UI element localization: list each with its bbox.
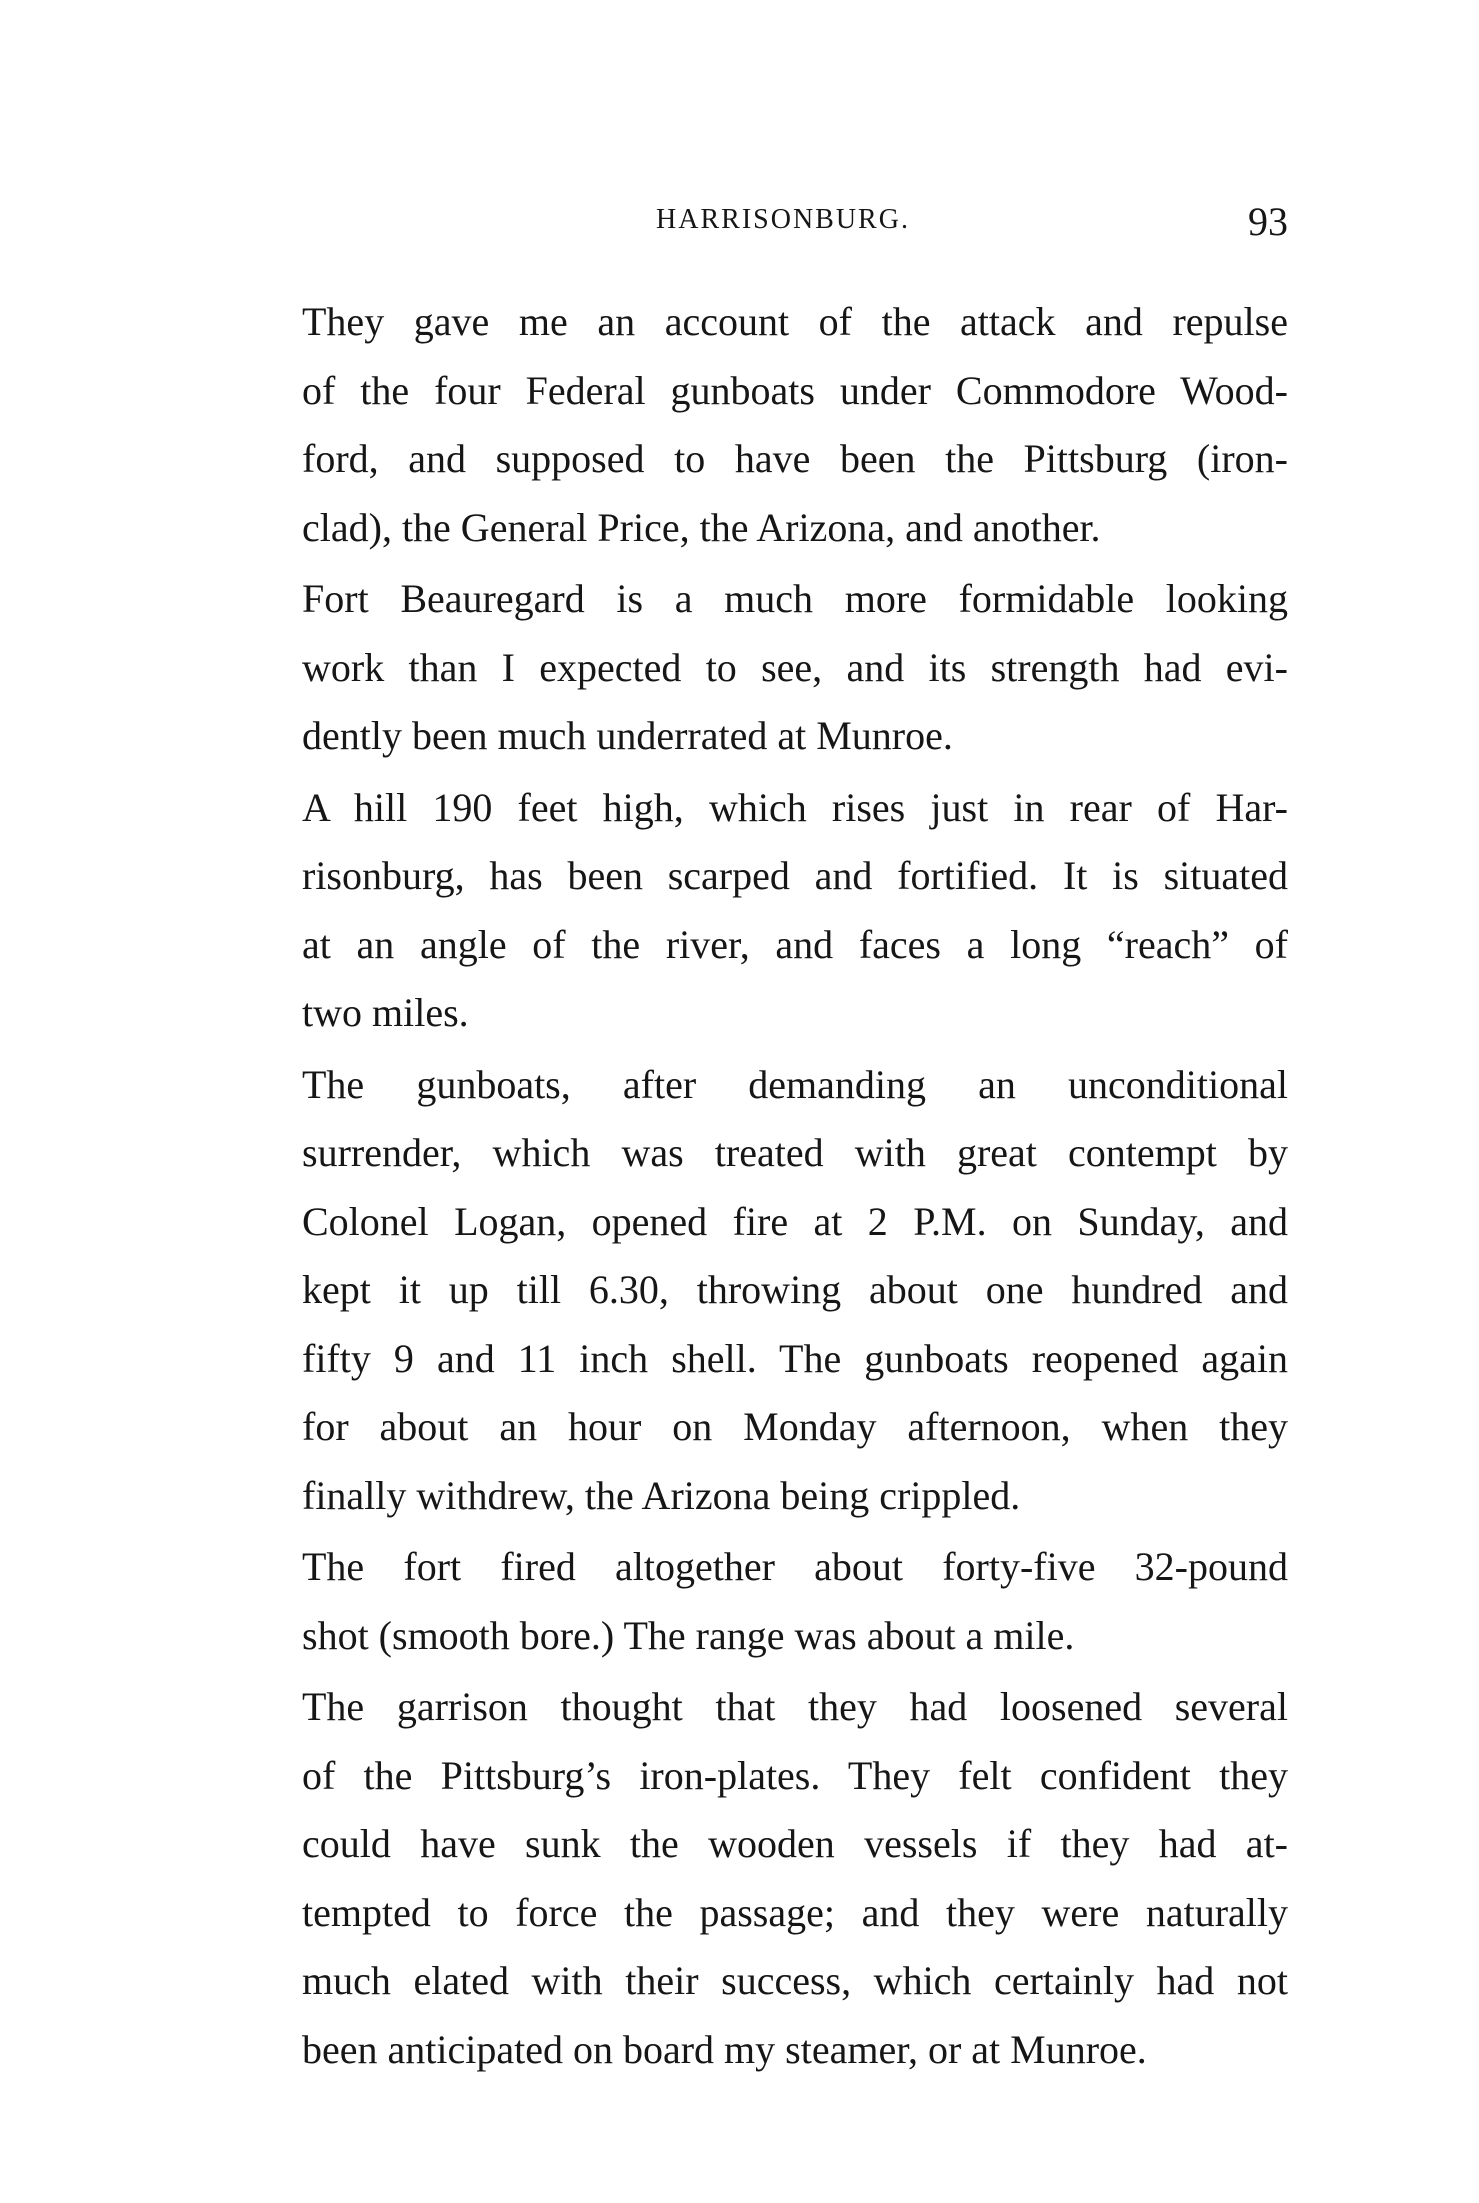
text-line: clad), the General Price, the Arizona, and another. <box>302 504 1101 550</box>
text-line: The fort fired altogether about forty-five 32-pound <box>302 1544 1288 1589</box>
text-line: much elated with their success, which certainly had not <box>302 1958 1288 2003</box>
page-number: 93 <box>1248 199 1288 244</box>
text-line: ford, and supposed to have been the Pittsburg (iron- <box>302 436 1288 481</box>
text-line: of the four Federal gunboats under Commodore Wood- <box>302 367 1288 413</box>
text-line: They gave me an account of the attack and repulse <box>302 299 1288 344</box>
paragraph-3 <box>258 774 1288 1048</box>
text-line: The garrison thought that they had loosened several <box>302 1684 1288 1729</box>
body-text <box>258 288 1288 2087</box>
text-line: been anticipated on board my steamer, or at Munroe. <box>302 2026 1147 2072</box>
text-line: for about an hour on Monday afternoon, when they <box>302 1404 1288 1449</box>
paragraph-2 <box>258 565 1288 771</box>
paragraph-5 <box>258 1533 1288 1670</box>
text-line: of the Pittsburg’s iron-plates. They felt confident they <box>302 1752 1288 1798</box>
text-line: A hill 190 feet high, which rises just in rear of Har- <box>302 784 1288 830</box>
paragraph-1 <box>258 288 1288 562</box>
text-line: dently been much underrated at Munroe. <box>302 713 953 758</box>
text-line: surrender, which was treated with great contempt by <box>302 1130 1288 1175</box>
text-line: two miles. <box>302 990 469 1035</box>
text-line: could have sunk the wooden vessels if they had at- <box>302 1821 1288 1866</box>
text-line: at an angle of the river, and faces a long “reach” of <box>302 921 1288 967</box>
text-line: fifty 9 and 11 inch shell. The gunboats reopened again <box>302 1335 1288 1381</box>
text-line: Fort Beauregard is a much more formidable looking <box>302 576 1288 621</box>
paragraph-6 <box>258 1673 1288 2084</box>
text-line: shot (smooth bore.) The range was about a mile. <box>302 1612 1075 1658</box>
text-line: kept it up till 6.30, throwing about one hundred and <box>302 1267 1288 1312</box>
text-line: work than I expected to see, and its strength had evi- <box>302 644 1288 690</box>
text-line: finally withdrew, the Arizona being crippled. <box>302 1472 1021 1518</box>
text-line: risonburg, has been scarped and fortified. It is situated <box>302 853 1288 898</box>
paragraph-4 <box>258 1051 1288 1531</box>
running-head <box>258 199 1288 254</box>
running-title: HARRISONBURG. <box>656 204 910 235</box>
text-line: Colonel Logan, opened fire at 2 P.M. on Sunday, and <box>302 1198 1288 1244</box>
text-line: tempted to force the passage; and they were naturally <box>302 1889 1288 1935</box>
text-line: The gunboats, after demanding an unconditional <box>302 1061 1288 1107</box>
